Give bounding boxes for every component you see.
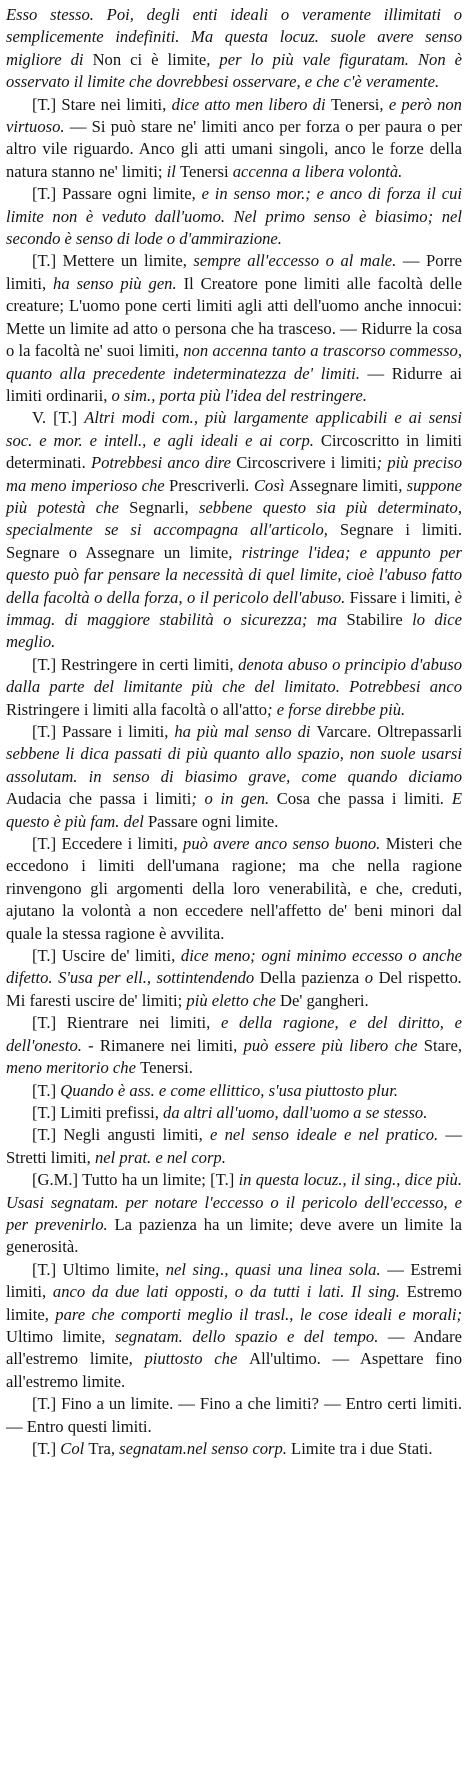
entry-text: Cosa che passa i limiti xyxy=(276,789,441,809)
entry-text: Ristringere i limiti alla facoltà o all'atto xyxy=(6,699,268,719)
entry-text: Del rispetto xyxy=(378,968,458,988)
gloss-text: , pare che comporti meglio il trasl., le cose ideali e morali; xyxy=(44,1304,462,1324)
gloss-text: , per lo più vale figuratam. Non è osservato il limite che dovrebbesi osservare, e che c'è veramente. xyxy=(6,49,463,92)
entry-text: — Porre limiti, xyxy=(6,251,462,293)
gloss-text: sempre all'eccesso o al male. xyxy=(193,251,397,271)
entry-text: Assegnare limiti xyxy=(288,475,399,495)
entry-text: Tra xyxy=(88,1439,111,1458)
entry-paragraph xyxy=(6,1124,462,1169)
gloss-text: , meno meritorio che xyxy=(6,1035,462,1078)
entry-paragraph xyxy=(6,1169,462,1259)
entry-text: - Rimanere nei limiti, xyxy=(81,1035,244,1055)
entry-text: — Estremi limiti, xyxy=(6,1259,462,1302)
entry-text: Ultimo limite xyxy=(6,1326,102,1346)
entry-paragraph xyxy=(6,250,462,407)
entry-text: Audacia che passa i limiti xyxy=(6,789,192,809)
entry-text: All'ultimo. — Aspettare fino all'estremo limite. xyxy=(6,1349,463,1391)
entry-text: Limite tra i due Stati. xyxy=(286,1439,433,1458)
entry-text: [T.] Passare ogni limite, xyxy=(32,184,202,204)
entry-text: — Andare all'estremo limite, xyxy=(6,1326,462,1369)
gloss-text: può essere più libero che xyxy=(243,1035,424,1055)
gloss-text: lo dice meglio. xyxy=(6,609,463,652)
gloss-text: Potrebbesi anco dire xyxy=(90,453,237,473)
entry-text: Tenersi xyxy=(330,94,380,114)
entry-paragraph xyxy=(6,1102,462,1124)
gloss-text: denota abuso o principio d'abuso dalla parte del limitante più che del limitato. Potrebbesi anco xyxy=(6,654,462,697)
gloss-text: e della ragione, e del diritto, e dell'onesto. xyxy=(6,1013,462,1055)
entry-paragraph xyxy=(6,1012,462,1079)
entry-text: [T.] Stare nei limiti, xyxy=(32,94,172,114)
entry-text: [T.] xyxy=(32,1439,61,1458)
entry-text: Stabilire xyxy=(346,609,403,629)
gloss-text: o sim., porta più l'idea del restringere. xyxy=(111,385,367,405)
gloss-text: Altri modi com., più largamente applicabili e ai sensi soc. e mor. e intell., e agli ideali e ai corp. xyxy=(6,408,462,450)
entry-paragraph xyxy=(6,4,462,94)
gloss-text: , ristringe l'idea; e appunto per questo può far pensare la necessità di quel limite, cioè l'abuso fatto della facoltà o della forza, o il pericolo dell'abuso. xyxy=(6,542,463,607)
entry-text: La pazienza ha un limite; deve avere un limite la generosità. xyxy=(6,1214,462,1257)
gloss-text: e nel senso ideale e nel pratico. xyxy=(209,1125,439,1145)
entry-text: Circoscritto in limiti determinati. xyxy=(6,430,462,473)
entry-text: [T.] Uscire de' limiti, xyxy=(32,946,181,966)
entry-paragraph xyxy=(6,407,462,653)
gloss-text: , sebbene questo sia più determinato, specialmente se si accompagna all'articolo, xyxy=(6,497,462,540)
entry-paragraph xyxy=(6,833,462,945)
gloss-text: . xyxy=(457,968,462,988)
entry-paragraph xyxy=(6,94,462,184)
gloss-text: nel sing., quasi una linea sola. xyxy=(165,1259,381,1279)
gloss-text: ; o in gen. xyxy=(191,789,277,809)
entry-paragraph xyxy=(6,721,462,833)
gloss-text: piuttosto che xyxy=(144,1349,250,1369)
gloss-text: , e però non virtuoso. xyxy=(6,94,462,137)
gloss-text: e in senso mor.; e anco di forza il cui limite non è veduto dall'uomo. Nel primo senso è biasimo; nel secondo è senso di lode o d'ammirazione. xyxy=(6,184,462,249)
gloss-text: ha più mal senso di xyxy=(174,722,317,741)
gloss-text: può avere anco senso buono. xyxy=(183,834,381,854)
gloss-text: Quando è ass. e come ellittico, s'usa piuttosto plur. xyxy=(60,1080,398,1100)
entry-text: [T.] Negli angusti limiti, xyxy=(32,1125,210,1145)
gloss-text: da altri all'uomo, dall'uomo a se stesso. xyxy=(163,1102,428,1122)
gloss-text: accenna a libera volontà. xyxy=(228,161,403,181)
entry-text: V. [T.] xyxy=(32,408,85,428)
entry-text: Il Creatore pone limiti alle facoltà delle creature; L'uomo pone certi limiti agli atti dell'uomo anche innocui: Mette un limite ad atto o persona che ha trasceso. — Ridurre la cosa o la facoltà ne' suoi limiti, xyxy=(6,273,462,361)
entry-paragraph xyxy=(6,1259,462,1393)
entry-text: [T.] Restringere in certi limiti, xyxy=(32,654,239,674)
gloss-text: Col xyxy=(60,1439,89,1458)
entry-text: [T.] Passare i limiti, xyxy=(32,722,175,741)
entry-text: — Stretti limiti, xyxy=(6,1125,463,1167)
gloss-text: , segnatam. dello spazio e del tempo. xyxy=(101,1326,379,1346)
entry-text: Stare xyxy=(423,1035,458,1055)
entry-paragraph xyxy=(6,183,462,250)
gloss-text: dice meno; ogni minimo eccesso o anche difetto. S'usa per ell., sottintendendo xyxy=(6,946,463,988)
entry-text: [T.] Eccedere i limiti, xyxy=(32,834,184,854)
gloss-text: nel prat. e nel corp. xyxy=(94,1147,226,1167)
entry-text: [T.] Rientrare nei limiti, xyxy=(32,1013,221,1033)
gloss-text: o xyxy=(359,968,379,988)
entry-paragraph xyxy=(6,945,462,1012)
entry-text: — Ridurre ai limiti ordinarii, xyxy=(6,363,462,405)
entry-text: [T.] Fino a un limite. — Fino a che limiti? — Entro certi limiti. — Entro questi limiti. xyxy=(6,1394,462,1436)
gloss-text: in questa locuz., il sing., dice più. Usasi segnatam. per notare l'eccesso o il pericolo dell'eccesso, e per prevenirlo. xyxy=(6,1170,462,1234)
entry-text: [G.M.] Tutto ha un limite; [T.] xyxy=(32,1170,239,1190)
entry-text: [T.] Mettere un limite, xyxy=(32,251,194,271)
entry-paragraph xyxy=(6,654,462,721)
entry-text: Mi faresti uscire de' limiti; xyxy=(6,990,187,1010)
gloss-text: ; più preciso ma meno imperioso che xyxy=(6,453,462,495)
entry-text: [T.] Limiti prefissi, xyxy=(32,1102,164,1122)
entry-text: [T.] xyxy=(32,1080,61,1100)
gloss-text: , segnatam.nel senso corp. xyxy=(110,1439,287,1458)
gloss-text: dice atto men libero di xyxy=(171,94,331,114)
entry-text: Della pazienza xyxy=(259,968,360,988)
entry-text: — Si può stare ne' limiti anco per forza o per paura o per altro vile riguardo. Anco gli atti umani singoli, anco le forze della natura stanno ne' limiti; xyxy=(6,117,462,181)
gloss-text: sebbene li dica passati di più quanto allo spazio, non suole usarsi assolutam. in senso di biasimo grave, come quando diciamo xyxy=(6,744,462,786)
gloss-text: Esso stesso. Poi, degli enti ideali o veramente illimitati o semplicemente indefiniti. Ma questa locuz. suole avere senso migliore di xyxy=(6,5,462,69)
gloss-text: ha senso più gen. xyxy=(53,273,177,293)
entry-text: Passare ogni limite. xyxy=(147,811,279,831)
entry-text: Non ci è limite xyxy=(92,49,207,69)
entry-paragraph xyxy=(6,1438,462,1460)
gloss-text: è immag. di maggiore stabilità o sicurezza; ma xyxy=(6,587,462,629)
gloss-text: non accenna tanto a trascorso commesso, quanto alla precedente indeterminatezza de' limiti. xyxy=(6,341,462,383)
gloss-text: . Così xyxy=(245,475,289,495)
gloss-text: il xyxy=(166,161,180,181)
gloss-text: ; e forse direbbe più. xyxy=(267,699,406,719)
entry-paragraph xyxy=(6,1393,462,1438)
gloss-text: anco da due lati opposti, o da tutti i lati. Il sing. xyxy=(52,1282,400,1302)
gloss-text: . E questo è più fam. del xyxy=(6,789,463,831)
entry-text: Misteri che eccedono i limiti dell'umana ragione; ma che nella ragione rinvengono gli argomenti della loro venerabilità, e che, creduti, ajutano la volontà a non eccedere nell'affetto de' beni minori dal quale la stessa ragione è avvilita. xyxy=(6,834,463,943)
entry-text: Prescriverli xyxy=(169,475,246,495)
entry-text: De' gangheri. xyxy=(279,990,369,1010)
entry-text: Tenersi. xyxy=(140,1058,193,1078)
entry-text: Tenersi xyxy=(179,161,229,181)
entry-text: Segnarli xyxy=(129,497,185,517)
entry-paragraph xyxy=(6,1080,462,1102)
gloss-text: più eletto che xyxy=(186,990,280,1010)
entry-text: Estremo limite xyxy=(6,1282,462,1324)
gloss-text: , suppone più potestà che xyxy=(6,475,462,517)
entry-text: Segnare i limiti. Segnare o Assegnare un limite xyxy=(6,520,462,562)
entry-text: [T.] Ultimo limite, xyxy=(32,1259,166,1279)
entry-text: Varcare. Oltrepassarli xyxy=(316,722,462,741)
entry-text: Circoscrivere i limiti xyxy=(236,453,377,473)
entry-text: Fissare i limiti, xyxy=(345,587,455,607)
